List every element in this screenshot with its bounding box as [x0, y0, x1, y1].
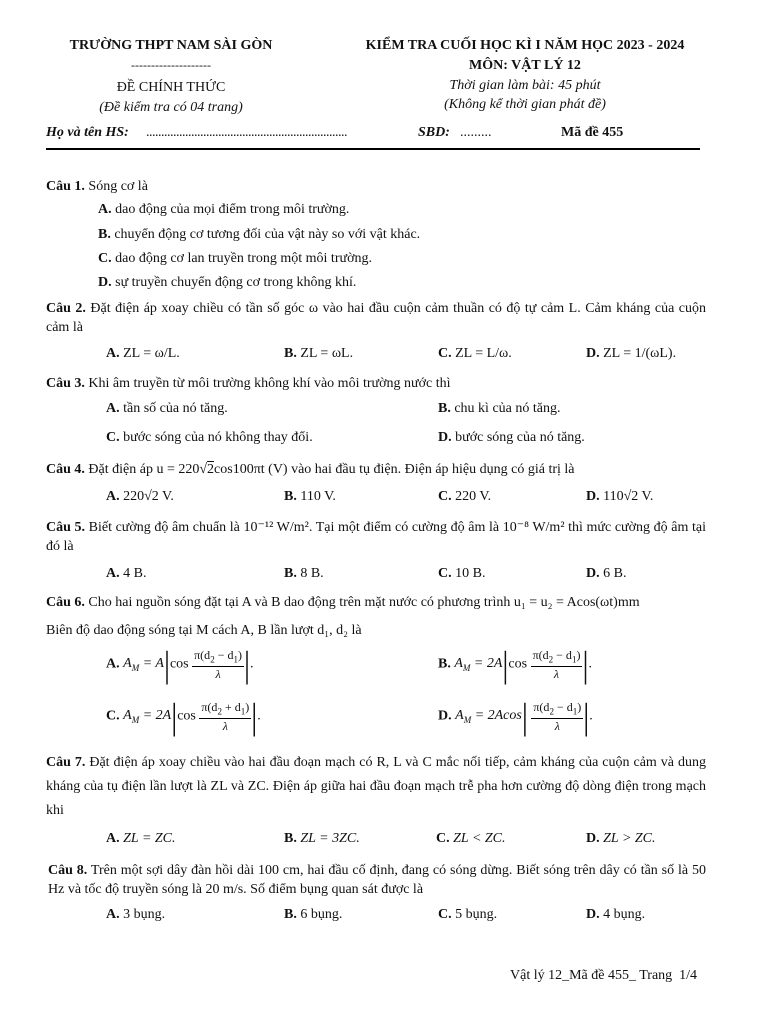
question-label: Câu 2. — [46, 301, 86, 316]
option-2b[interactable] — [284, 346, 353, 362]
option-1c[interactable] — [98, 251, 372, 267]
page-count-note: (Đề kiểm tra có 04 trang) — [99, 100, 243, 115]
fraction: $\frac{\pi(d_2 + d_1)}{\lambda}$ — [201, 700, 250, 734]
question-text-a: Đặt điện áp u = 220 — [88, 462, 200, 477]
question-label: Câu 7. — [46, 755, 86, 770]
option-text: 5 bụng. — [455, 907, 498, 922]
question-4 — [46, 460, 706, 479]
option-text: dao động cơ lan truyền trong một môi trường. — [115, 251, 372, 266]
student-name-field[interactable]: ................................................................... — [146, 125, 347, 140]
cos-label: cos — [508, 656, 528, 672]
option-text: ZL = L/ω. — [455, 346, 512, 361]
header-rule — [46, 148, 700, 150]
abs-bar-right: | — [251, 695, 258, 737]
option-text: sự truyền chuyển động cơ trong không khí. — [115, 275, 357, 290]
option-3a[interactable] — [106, 401, 228, 417]
abs-bar-left: | — [163, 643, 170, 685]
option-letter: C. — [436, 831, 450, 846]
question-label: Câu 8. — [48, 863, 88, 878]
option-1a[interactable] — [98, 202, 349, 218]
option-letter: B. — [438, 656, 451, 672]
option-text: 6 bụng. — [300, 907, 343, 922]
option-7c[interactable] — [436, 831, 506, 847]
question-6 — [46, 593, 706, 612]
option-4c[interactable] — [438, 489, 491, 505]
question-3 — [46, 374, 706, 393]
option-2c[interactable] — [438, 346, 512, 362]
option-letter: B. — [438, 401, 451, 416]
subject-title: MÔN: VẬT LÝ 12 — [469, 58, 581, 73]
option-5c[interactable] — [438, 566, 485, 582]
option-text: chuyển động cơ tương đối của vật này so với vật khác. — [114, 227, 421, 242]
question-8 — [48, 861, 706, 899]
page-footer — [510, 968, 697, 984]
option-letter: A. — [106, 566, 120, 581]
cos-label: cos — [169, 656, 189, 672]
option-letter: C. — [106, 430, 120, 445]
option-1d[interactable] — [98, 275, 356, 291]
option-text: ZL < ZC. — [453, 831, 506, 846]
option-2a[interactable] — [106, 346, 180, 362]
option-letter: B. — [284, 489, 297, 504]
option-6c[interactable]: C. $A_M = 2A|\cos$ $\frac{\pi(d_2 + d_1)}{\lambda}$ |. — [106, 695, 261, 737]
option-text: 8 B. — [300, 566, 324, 581]
option-letter: A. — [106, 346, 120, 361]
option-letter: D. — [98, 275, 112, 290]
option-1b[interactable] — [98, 227, 420, 243]
option-letter: B. — [284, 346, 297, 361]
student-name-label: Họ và tên HS: — [46, 125, 129, 140]
option-3c[interactable] — [106, 430, 313, 446]
option-text: 220√2 V. — [123, 489, 174, 504]
option-letter: C. — [438, 489, 452, 504]
fraction: $\frac{\pi(d_2 - d_1)}{\lambda}$ — [532, 648, 581, 682]
option-6b[interactable]: B. $A_M = 2A|\cos$ $\frac{\pi(d_2 - d_1)}{\lambda}$ |. — [438, 643, 592, 685]
school-name: TRƯỜNG THPT NAM SÀI GÒN — [69, 38, 273, 53]
option-text: 110 V. — [300, 489, 336, 504]
page-number: 1/4 — [679, 968, 698, 983]
question-5 — [46, 518, 706, 556]
option-letter: D. — [586, 831, 600, 846]
option-letter: C. — [106, 708, 120, 724]
formula-6a: $A_M = A$ — [123, 656, 164, 674]
option-letter: B. — [98, 227, 111, 242]
cos-label: cos — [177, 708, 196, 724]
option-8c[interactable] — [438, 907, 497, 923]
option-letter: C. — [438, 566, 452, 581]
question-text: Đặt điện áp xoay chiều vào hai đầu đoạn mạch có R, L và C mắc nối tiếp, cảm kháng của cuộn cảm và dung kháng của tụ điện lần lượt là ZL và ZC. Điện áp giữa hai đầu đoạn mạch trễ pha hơn cường độ dòng điện trong mạch khi — [46, 755, 706, 818]
option-4b[interactable] — [284, 489, 336, 505]
formula-6b: $A_M = 2A$ — [454, 656, 503, 674]
option-letter: A. — [106, 907, 120, 922]
option-text: dao động của mọi điểm trong môi trường. — [115, 202, 350, 217]
header-divider-dashes: -------------------- — [131, 58, 211, 72]
question-6-line2 — [46, 621, 706, 640]
question-label: Câu 6. — [46, 595, 85, 610]
option-text: bước sóng của nó tăng. — [455, 430, 585, 445]
sqrt2-symbol: √2 — [199, 462, 215, 477]
option-5b[interactable] — [284, 566, 324, 582]
abs-bar-right: | — [582, 643, 589, 685]
exam-code: Mã đề 455 — [561, 125, 624, 140]
option-letter: D. — [586, 566, 600, 581]
question-text: Cho hai nguồn sóng đặt tại A và B dao động trên mặt nước có phương trình u₁ = u₂ = Acos(ωt)mm — [88, 595, 640, 610]
option-letter: A. — [106, 831, 120, 846]
option-letter: C. — [438, 346, 452, 361]
abs-bar-right: | — [243, 643, 250, 685]
question-text: Sóng cơ là — [88, 179, 148, 194]
abs-bar-right: | — [583, 695, 590, 737]
option-letter: A. — [106, 401, 120, 416]
question-label: Câu 3. — [46, 376, 85, 391]
question-1 — [46, 177, 706, 196]
option-text: 4 bụng. — [603, 907, 646, 922]
option-text: 4 B. — [123, 566, 147, 581]
option-letter: D. — [438, 708, 452, 724]
option-text: 3 bụng. — [123, 907, 166, 922]
fraction: $\frac{\pi(d_2 - d_1)}{\lambda}$ — [533, 700, 582, 734]
fraction: $\frac{\pi(d_2 - d_1)}{\lambda}$ — [194, 648, 242, 682]
option-letter: A. — [98, 202, 112, 217]
option-letter: C. — [98, 251, 112, 266]
option-6d[interactable]: D. $A_M = 2Acos|$ $\frac{\pi(d_2 - d_1)}{\lambda}$ |. — [438, 695, 593, 737]
abs-bar-left: | — [502, 643, 509, 685]
option-text: ZL > ZC. — [603, 831, 656, 846]
option-text: ZL = ω/L. — [123, 346, 180, 361]
question-label: Câu 5. — [46, 520, 86, 535]
option-letter: D. — [586, 489, 600, 504]
option-8d[interactable] — [586, 907, 645, 923]
option-4a[interactable] — [106, 489, 174, 505]
question-text-b: cos100πt (V) vào hai đầu tụ điện. Điện áp hiệu dụng có giá trị là — [214, 462, 575, 477]
question-label: Câu 1. — [46, 179, 85, 194]
option-letter: C. — [438, 907, 452, 922]
option-letter: A. — [106, 489, 120, 504]
option-text: tần số của nó tăng. — [123, 401, 228, 416]
question-7 — [46, 751, 706, 823]
question-text: Đặt điện áp xoay chiều có tần số góc ω vào hai đầu cuộn cảm thuần có độ tự cảm L. Cảm kháng của cuộn cảm là — [46, 301, 706, 335]
question-text: Khi âm truyền từ môi trường không khí vào môi trường nước thì — [88, 376, 451, 391]
option-text: ZL = ZC. — [123, 831, 176, 846]
option-letter: D. — [586, 346, 600, 361]
option-6a[interactable]: A. $A_M = A|\cos$ $\frac{\pi(d_2 - d_1)}{\lambda}$ |. — [106, 643, 254, 685]
option-3d[interactable] — [438, 430, 585, 446]
option-text: chu kì của nó tăng. — [454, 401, 561, 416]
sbd-field[interactable]: ......... — [460, 125, 492, 140]
exam-time-note: (Không kể thời gian phát đề) — [444, 97, 606, 112]
sbd-label: SBD: — [418, 125, 450, 140]
option-7b[interactable] — [284, 831, 360, 847]
option-7d[interactable] — [586, 831, 656, 847]
option-text: bước sóng của nó không thay đổi. — [123, 430, 313, 445]
option-text: ZL = 3ZC. — [300, 831, 360, 846]
option-text: ZL = 1/(ωL). — [603, 346, 677, 361]
option-8b[interactable] — [284, 907, 342, 923]
option-text: 10 B. — [455, 566, 486, 581]
option-text: 6 B. — [603, 566, 627, 581]
formula-6d: $A_M = 2Acos$ — [455, 708, 522, 726]
option-4d[interactable] — [586, 489, 653, 505]
question-text: Trên một sợi dây đàn hồi dài 100 cm, hai đầu cố định, đang có sóng dừng. Biết sóng trên dây có tần số là 50 Hz và tốc độ truyền sóng là 20 m/s. Số điểm bụng quan sát được là — [48, 863, 706, 897]
option-letter: D. — [438, 430, 452, 445]
option-text: 220 V. — [455, 489, 492, 504]
option-text: 110√2 V. — [603, 489, 654, 504]
option-5a[interactable] — [106, 566, 146, 582]
exam-title: KIỂM TRA CUỐI HỌC KÌ I NĂM HỌC 2023 - 2024 — [365, 38, 685, 53]
abs-bar-left: | — [171, 695, 178, 737]
footer-text: Vật lý 12_Mã đề 455_ Trang — [510, 968, 673, 983]
question-label: Câu 4. — [46, 462, 85, 477]
option-3b[interactable] — [438, 401, 560, 417]
official-label: ĐỀ CHÍNH THỨC — [116, 80, 226, 95]
option-letter: A. — [106, 656, 120, 672]
abs-bar-left: | — [521, 695, 528, 737]
option-letter: D. — [586, 907, 600, 922]
option-7a[interactable] — [106, 831, 176, 847]
option-letter: B. — [284, 907, 297, 922]
option-5d[interactable] — [586, 566, 626, 582]
option-8a[interactable] — [106, 907, 165, 923]
option-letter: B. — [284, 566, 297, 581]
exam-time: Thời gian làm bài: 45 phút — [449, 78, 601, 93]
option-text: ZL = ωL. — [300, 346, 354, 361]
formula-6c: $A_M = 2A$ — [123, 708, 172, 726]
option-2d[interactable] — [586, 346, 676, 362]
question-text-2: Biên độ dao động sóng tại M cách A, B lần lượt d₁, d₂ là — [46, 623, 362, 638]
question-2 — [46, 299, 706, 337]
question-text: Biết cường độ âm chuẩn là 10⁻¹² W/m². Tại một điểm có cường độ âm là 10⁻⁸ W/m² thì mức cường độ âm tại đó là — [46, 520, 706, 554]
option-letter: B. — [284, 831, 297, 846]
